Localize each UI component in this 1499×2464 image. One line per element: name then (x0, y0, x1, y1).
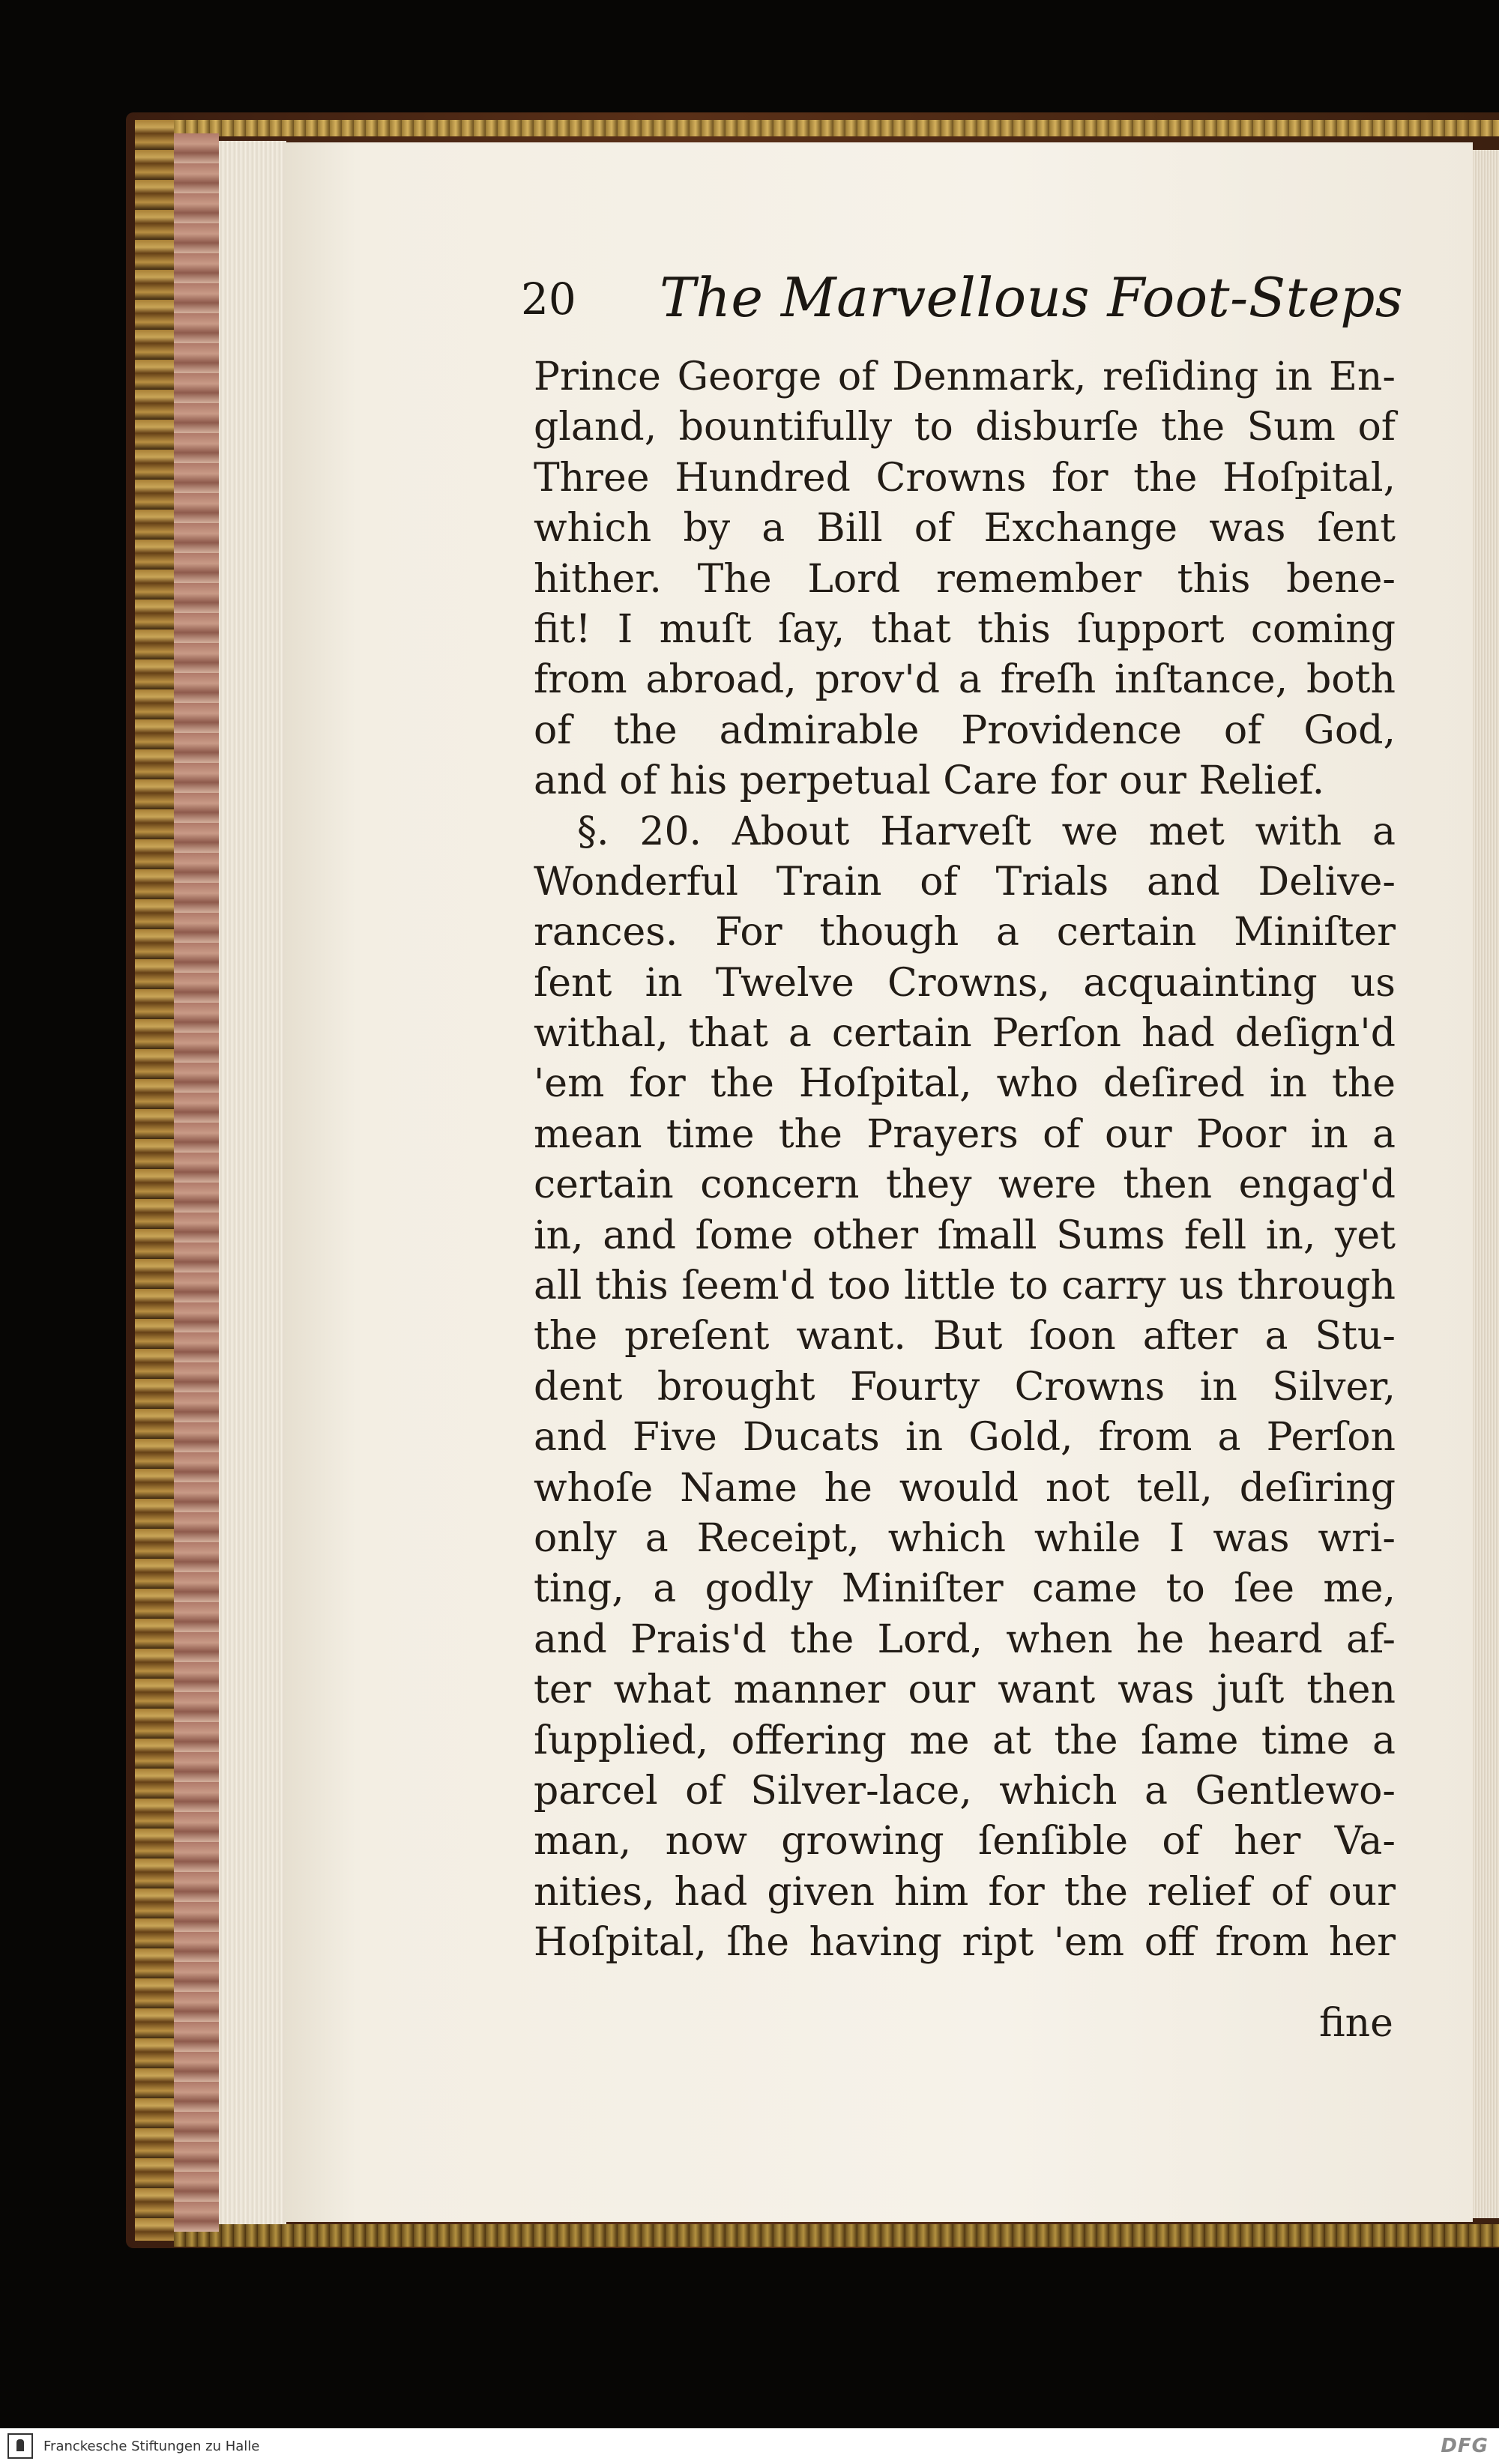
body-text (534, 352, 1396, 1969)
text-line: and Five Ducats in Gold, from a Perſon (534, 1415, 1396, 1461)
text-line: Wonderful Train of Trials and Delive- (534, 859, 1396, 905)
text-line: parcel of Silver-lace, which a Gentlewo- (534, 1768, 1396, 1814)
text-line: gland, bountifully to disburſe the Sum of (534, 405, 1396, 450)
text-line: withal, that a certain Perſon had deſign'd (534, 1011, 1396, 1057)
text-line: in, and ſome other ſmall Sums fell in, yet (534, 1213, 1396, 1258)
text-line: nities, had given him for the relief of our (534, 1869, 1396, 1915)
text-line: fit! I muſt ſay, that this ſupport coming (534, 606, 1396, 652)
page-header (521, 266, 1404, 348)
text-line: hither. The Lord remember this bene- (534, 556, 1396, 602)
text-line: rances. For though a certain Miniſter (534, 910, 1396, 955)
text-line: which by a Bill of Exchange was ſent (534, 506, 1396, 552)
text-line: and Prais'd the Lord, when he heard af- (534, 1616, 1396, 1662)
text-line: man, now growing ſenſible of her Va- (534, 1819, 1396, 1864)
text-line: Prince George of Denmark, reſiding in En- (534, 354, 1396, 399)
dfg-logo: DFG (1441, 2435, 1489, 2457)
text-line: whoſe Name he would not tell, deſiring (534, 1465, 1396, 1511)
marbled-endpaper (174, 133, 219, 2232)
text-line: certain concern they were then engag'd (534, 1162, 1396, 1208)
text-line: ter what manner our want was juſt then (534, 1667, 1396, 1713)
gilt-border-top (174, 120, 1499, 136)
text-line: Three Hundred Crowns for the Hoſpital, (534, 455, 1396, 501)
text-line: all this ſeem'd too little to carry us through (534, 1263, 1396, 1309)
text-line: and of his perpetual Care for our Relief. (534, 758, 1325, 804)
text-line: ting, a godly Miniſter came to ſee me, (534, 1566, 1396, 1612)
section-start-line: §. 20. About Harveſt we met with a (577, 809, 1396, 854)
text-line: dent brought Fourty Crowns in Silver, (534, 1364, 1396, 1410)
text-line: Hoſpital, ſhe having ript 'em off from her (534, 1920, 1396, 1966)
catchword: fine (1319, 2001, 1393, 2046)
text-line: only a Receipt, which while I was wri- (534, 1515, 1396, 1561)
text-line: from abroad, prov'd a freſh inſtance, both (534, 657, 1396, 703)
facing-page-edge (1469, 150, 1499, 2218)
footer-credit: Franckesche Stiftungen zu Halle (43, 2439, 260, 2454)
footer-bar (0, 2428, 1499, 2464)
running-head: The Marvellous Foot-Steps (660, 266, 1404, 329)
page-edges (219, 141, 286, 2224)
text-line: ſupplied, offering me at the ſame time a (534, 1718, 1396, 1763)
text-line: the preſent want. But ſoon after a Stu- (534, 1314, 1396, 1359)
text-line: ſent in Twelve Crowns, acquainting us (534, 960, 1396, 1006)
gilt-border-bottom (174, 2224, 1499, 2247)
text-line: of the admirable Providence of God, (534, 707, 1396, 753)
page-number: 20 (521, 274, 576, 324)
text-line: 'em for the Hoſpital, who deſired in the (534, 1061, 1396, 1107)
institution-logo-icon (7, 2433, 33, 2459)
gilt-border-left (135, 120, 174, 2241)
text-line: mean time the Prayers of our Poor in a (534, 1111, 1396, 1157)
